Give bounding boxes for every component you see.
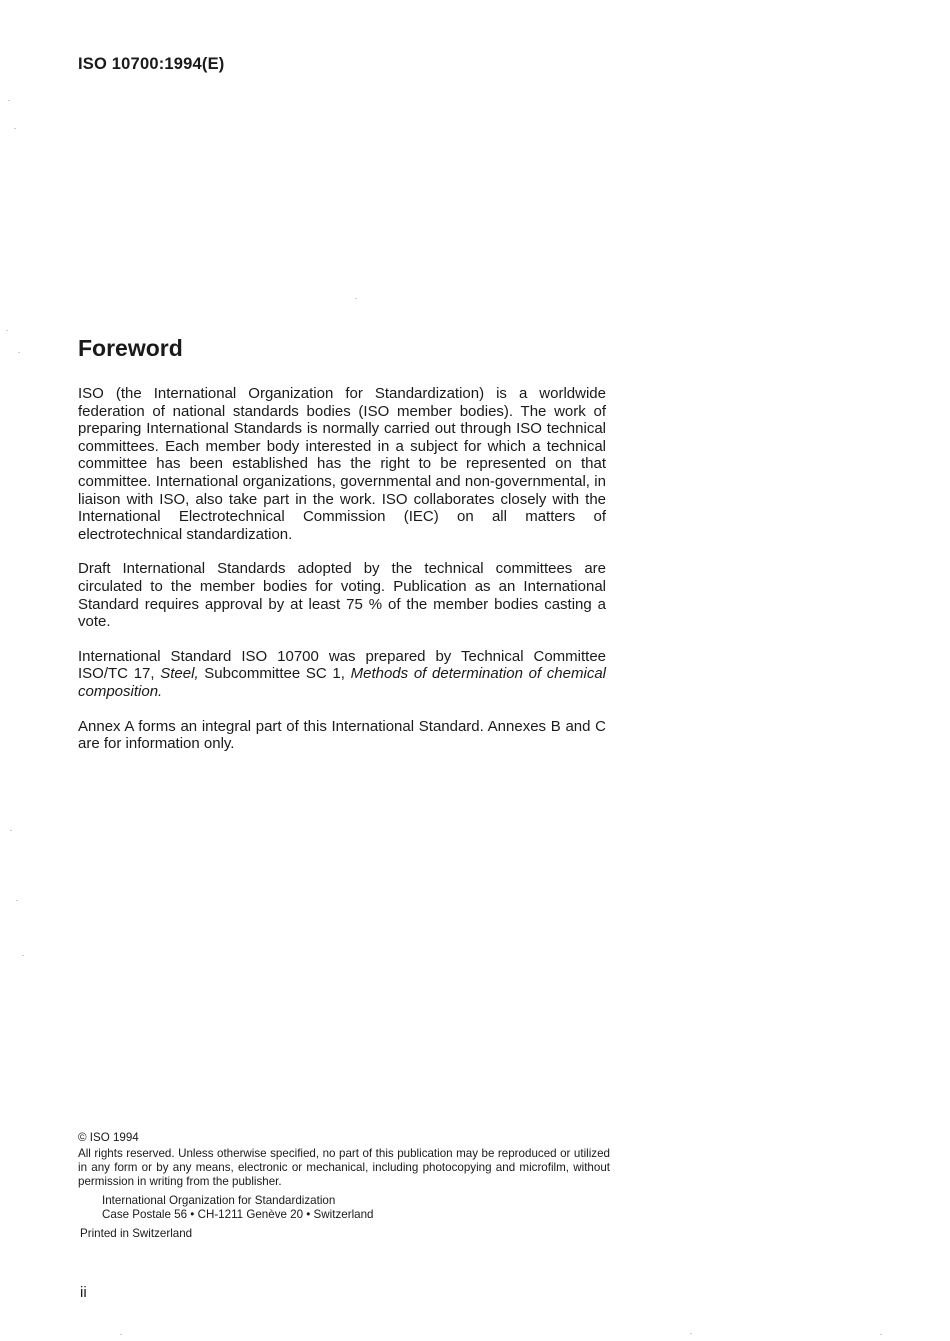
foreword-paragraph-1: ISO (the International Organization for Standardization) is a worldwide federation of national standards bodies (ISO member bodies). The work of preparing International Standards is normally carried out through ISO technical committees. Each member body interested in a subject for which a technical committee has been established has the right to be represented on that committee. International organizations, governmental and non-governmental, in liaison with ISO, also take part in the work. ISO collaborates closely with the International Electrotechnical Commission (IEC) on all matters of electrotechnical standardization. [78,385,606,543]
copyright-notice: © ISO 1994 [78,1131,139,1144]
scan-speck [120,1334,122,1335]
committee-name-steel: Steel, [160,665,199,683]
scan-speck [10,830,12,831]
rights-reserved-text: All rights reserved. Unless otherwise specified, no part of this publication may be reproduced or utilized in any form or by any means, electronic or mechanical, including photocopying and microfilm, without permission in writing from the publisher. [78,1147,610,1188]
scan-speck [355,298,357,299]
scan-speck [880,1334,882,1335]
copyright-block [78,1131,610,1241]
subcommittee-title: Methods of determination of chemical composition. [78,665,606,700]
paragraph-3-text-b: Subcommittee SC 1, [198,665,351,683]
document-id-header: ISO 10700:1994(E) [78,55,225,73]
publisher-street: Case Postale 56 • CH-1211 Genève 20 • Switzerland [102,1208,374,1221]
foreword-heading: Foreword [78,335,183,361]
foreword-paragraph-3 [78,648,606,701]
printed-in-note: Printed in Switzerland [80,1227,193,1240]
publisher-address [102,1194,610,1222]
scan-speck [6,330,8,331]
scan-speck [22,955,24,956]
scan-speck [690,1333,692,1334]
foreword-paragraph-2: Draft International Standards adopted by the technical committees are circulated to the member bodies for voting. Publication as an International Standard requires approval by at least 75 % of the member bodies casting a vote. [78,560,606,631]
scan-speck [16,900,18,901]
page-number: ii [80,1284,87,1301]
paragraph-3-text-a: International Standard ISO 10700 was prepared by Technical Committee ISO/TC 17, [78,647,606,683]
scan-speck [14,128,16,129]
scan-speck [18,352,20,353]
foreword-body [78,385,606,770]
foreword-paragraph-4: Annex A forms an integral part of this International Standard. Annexes B and C are for information only. [78,717,606,753]
publisher-name: International Organization for Standardization [102,1194,336,1207]
scan-speck [8,100,10,101]
